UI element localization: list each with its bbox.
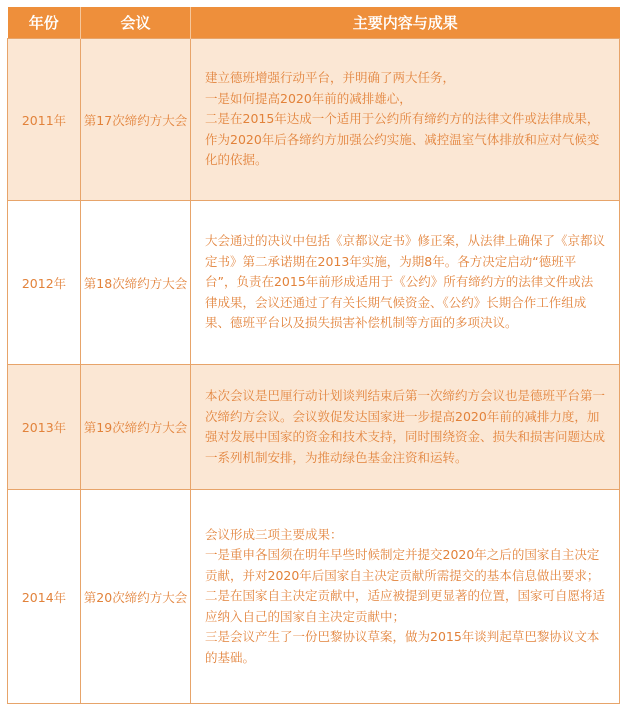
content-line: 三是会议产生了一份巴黎协议草案，做为2015年谈判起草巴黎协议文本的基础。 (205, 629, 600, 665)
meeting-cell: 第17次缔约方大会 (81, 39, 191, 201)
meeting-cell: 第20次缔约方大会 (81, 490, 191, 704)
content-line: 二是在国家自主决定贡献中，适应被提到更显著的位置，国家可自愿将适应纳入自己的国家自主决定贡献中； (205, 588, 606, 624)
content-line: 二是在2015年达成一个适用于公约所有缔约方的法律文件或法律成果，作为2020年后各缔约方加强公约实施、减控温室气体排放和应对气候变化的依据。 (205, 111, 600, 168)
content-cell (191, 365, 620, 490)
header-row (8, 7, 620, 39)
table-row (8, 365, 620, 490)
content-cell (191, 490, 620, 704)
content-line: 会议形成三项主要成果： (205, 526, 343, 542)
table-row (8, 201, 620, 365)
content-line: 建立德班增强行动平台，并明确了两大任务， (205, 70, 456, 86)
year-cell: 2012年 (8, 201, 81, 365)
table-row (8, 39, 620, 201)
header-content: 主要内容与成果 (191, 7, 620, 39)
table-row (8, 490, 620, 704)
cop-summary-table (7, 7, 620, 704)
header-year: 年份 (8, 7, 81, 39)
content-line: 本次会议是巴厘行动计划谈判结束后第一次缔约方会议也是德班平台第一次缔约方会议。会议敦促发达国家进一步提高2020年前的减排力度，加强对发展中国家的资金和技术支持，同时围绕资金、损失和损害问题达成一系列机制安排，为推动绿色基金注资和运转。 (205, 388, 606, 465)
meeting-cell: 第19次缔约方大会 (81, 365, 191, 490)
year-cell: 2014年 (8, 490, 81, 704)
meeting-cell: 第18次缔约方大会 (81, 201, 191, 365)
content-line: 大会通过的决议中包括《京都议定书》修正案，从法律上确保了《京都议定书》第二承诺期在2013年实施，为期8年。各方决定启动“德班平台”，负责在2015年前形成适用于《公约》所有缔约方的法律文件或法律成果，会议还通过了有关长期气候资金、《公约》长期合作工作组成果、德班平台以及损失损害补偿机制等方面的多项决议。 (205, 233, 606, 331)
header-meeting: 会议 (81, 7, 191, 39)
content-cell (191, 201, 620, 365)
content-line: 一是重申各国须在明年早些时候制定并提交2020年之后的国家自主决定贡献，并对2020年后国家自主决定贡献所需提交的基本信息做出要求； (205, 547, 600, 583)
year-cell: 2013年 (8, 365, 81, 490)
content-cell (191, 39, 620, 201)
year-cell: 2011年 (8, 39, 81, 201)
content-line: 一是如何提高2020年前的减排雄心， (205, 90, 412, 106)
